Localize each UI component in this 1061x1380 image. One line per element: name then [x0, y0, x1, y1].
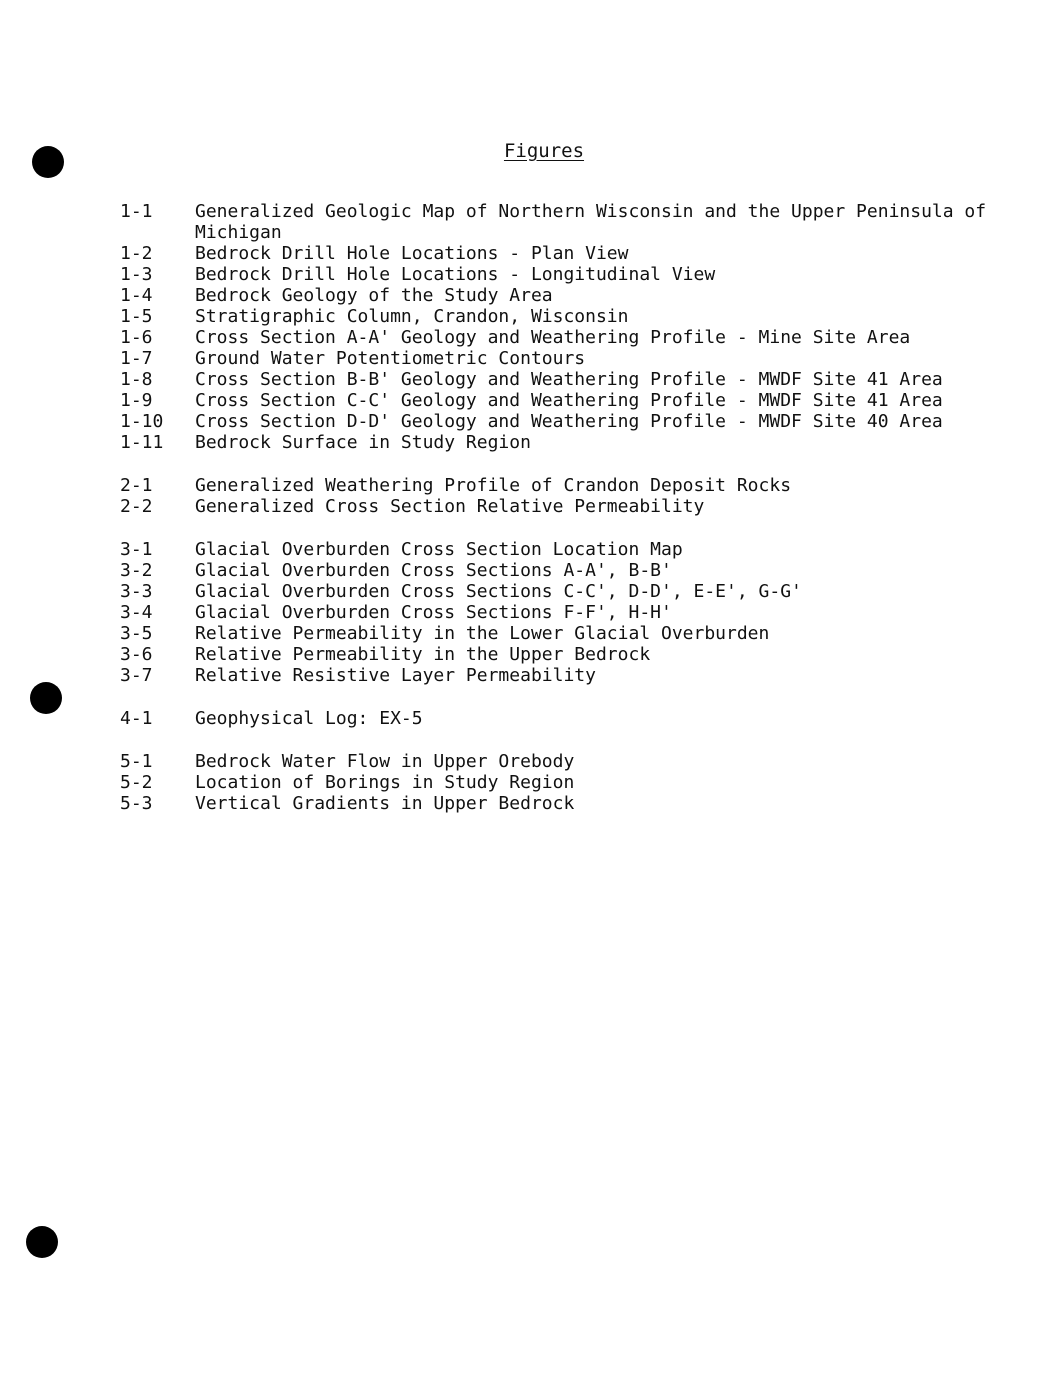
figure-caption: Glacial Overburden Cross Sections A-A', B-B' — [195, 560, 672, 581]
figure-caption: Bedrock Drill Hole Locations - Longitudinal View — [195, 264, 716, 285]
figure-number: 3-3 — [120, 581, 153, 602]
figure-number: 1-11 — [120, 432, 164, 453]
figure-caption: Cross Section D-D' Geology and Weathering Profile - MWDF Site 40 Area — [195, 411, 943, 432]
figure-list — [120, 201, 1000, 836]
figure-entry — [120, 772, 1000, 793]
figure-entry — [120, 306, 1000, 327]
figure-entry — [120, 539, 1000, 560]
figure-entry — [120, 623, 1000, 644]
figure-caption: Bedrock Surface in Study Region — [195, 432, 531, 453]
figure-number: 2-1 — [120, 475, 153, 496]
figure-caption: Cross Section C-C' Geology and Weathering Profile - MWDF Site 41 Area — [195, 390, 943, 411]
figure-caption: Glacial Overburden Cross Section Location Map — [195, 539, 683, 560]
figure-caption: Generalized Cross Section Relative Permeability — [195, 496, 705, 517]
figure-number: 1-8 — [120, 369, 153, 390]
figure-entry — [120, 793, 1000, 814]
figure-caption: Relative Permeability in the Upper Bedrock — [195, 644, 651, 665]
figure-entry — [120, 285, 1000, 306]
figure-number: 5-1 — [120, 751, 153, 772]
page-title: Figures — [503, 140, 585, 162]
figure-entry — [120, 264, 1000, 285]
figure-number: 3-7 — [120, 665, 153, 686]
figure-number: 2-2 — [120, 496, 153, 517]
figure-group — [120, 475, 1000, 517]
figure-number: 5-2 — [120, 772, 153, 793]
figure-entry — [120, 475, 1000, 496]
figure-number: 1-5 — [120, 306, 153, 327]
figure-number: 3-1 — [120, 539, 153, 560]
figure-caption: Bedrock Drill Hole Locations - Plan View — [195, 243, 629, 264]
figure-caption: Ground Water Potentiometric Contours — [195, 348, 586, 369]
figure-entry — [120, 390, 1000, 411]
figure-caption: Vertical Gradients in Upper Bedrock — [195, 793, 575, 814]
figure-number: 1-1 — [120, 201, 153, 222]
figure-entry — [120, 708, 1000, 729]
figure-entry — [120, 243, 1000, 264]
figure-number: 4-1 — [120, 708, 153, 729]
punch-hole-bottom — [26, 1226, 58, 1258]
punch-hole-middle — [30, 682, 62, 714]
figure-group — [120, 708, 1000, 729]
figure-number: 1-6 — [120, 327, 153, 348]
figure-entry — [120, 432, 1000, 453]
figure-group — [120, 751, 1000, 814]
figure-number: 1-9 — [120, 390, 153, 411]
figure-caption: Cross Section A-A' Geology and Weathering Profile - Mine Site Area — [195, 327, 911, 348]
figure-entry — [120, 327, 1000, 348]
figure-caption: Bedrock Water Flow in Upper Orebody — [195, 751, 575, 772]
figure-caption: Stratigraphic Column, Crandon, Wisconsin — [195, 306, 629, 327]
figure-caption: Bedrock Geology of the Study Area — [195, 285, 553, 306]
figure-entry — [120, 201, 1000, 243]
figure-number: 1-4 — [120, 285, 153, 306]
figure-caption: Cross Section B-B' Geology and Weathering Profile - MWDF Site 41 Area — [195, 369, 943, 390]
figure-number: 3-2 — [120, 560, 153, 581]
figure-entry — [120, 560, 1000, 581]
figure-entry — [120, 602, 1000, 623]
figure-number: 5-3 — [120, 793, 153, 814]
figure-caption: Geophysical Log: EX-5 — [195, 708, 423, 729]
figure-caption: Generalized Geologic Map of Northern Wisconsin and the Upper Peninsula of Michigan — [195, 201, 987, 243]
figure-entry — [120, 665, 1000, 686]
figure-caption: Glacial Overburden Cross Sections C-C', D-D', E-E', G-G' — [195, 581, 802, 602]
figure-number: 1-7 — [120, 348, 153, 369]
figure-entry — [120, 411, 1000, 432]
figure-group — [120, 201, 1000, 453]
figure-number: 1-2 — [120, 243, 153, 264]
figure-number: 1-3 — [120, 264, 153, 285]
figure-number: 3-4 — [120, 602, 153, 623]
figure-caption: Glacial Overburden Cross Sections F-F', H-H' — [195, 602, 672, 623]
figure-number: 3-5 — [120, 623, 153, 644]
figure-entry — [120, 581, 1000, 602]
figure-caption: Generalized Weathering Profile of Crandon Deposit Rocks — [195, 475, 792, 496]
figure-entry — [120, 348, 1000, 369]
figure-entry — [120, 496, 1000, 517]
figure-entry — [120, 369, 1000, 390]
figure-group — [120, 539, 1000, 686]
figure-number: 3-6 — [120, 644, 153, 665]
figure-entry — [120, 644, 1000, 665]
figure-caption: Relative Resistive Layer Permeability — [195, 665, 596, 686]
figure-caption: Relative Permeability in the Lower Glacial Overburden — [195, 623, 770, 644]
figure-entry — [120, 751, 1000, 772]
figure-number: 1-10 — [120, 411, 164, 432]
figure-caption: Location of Borings in Study Region — [195, 772, 575, 793]
